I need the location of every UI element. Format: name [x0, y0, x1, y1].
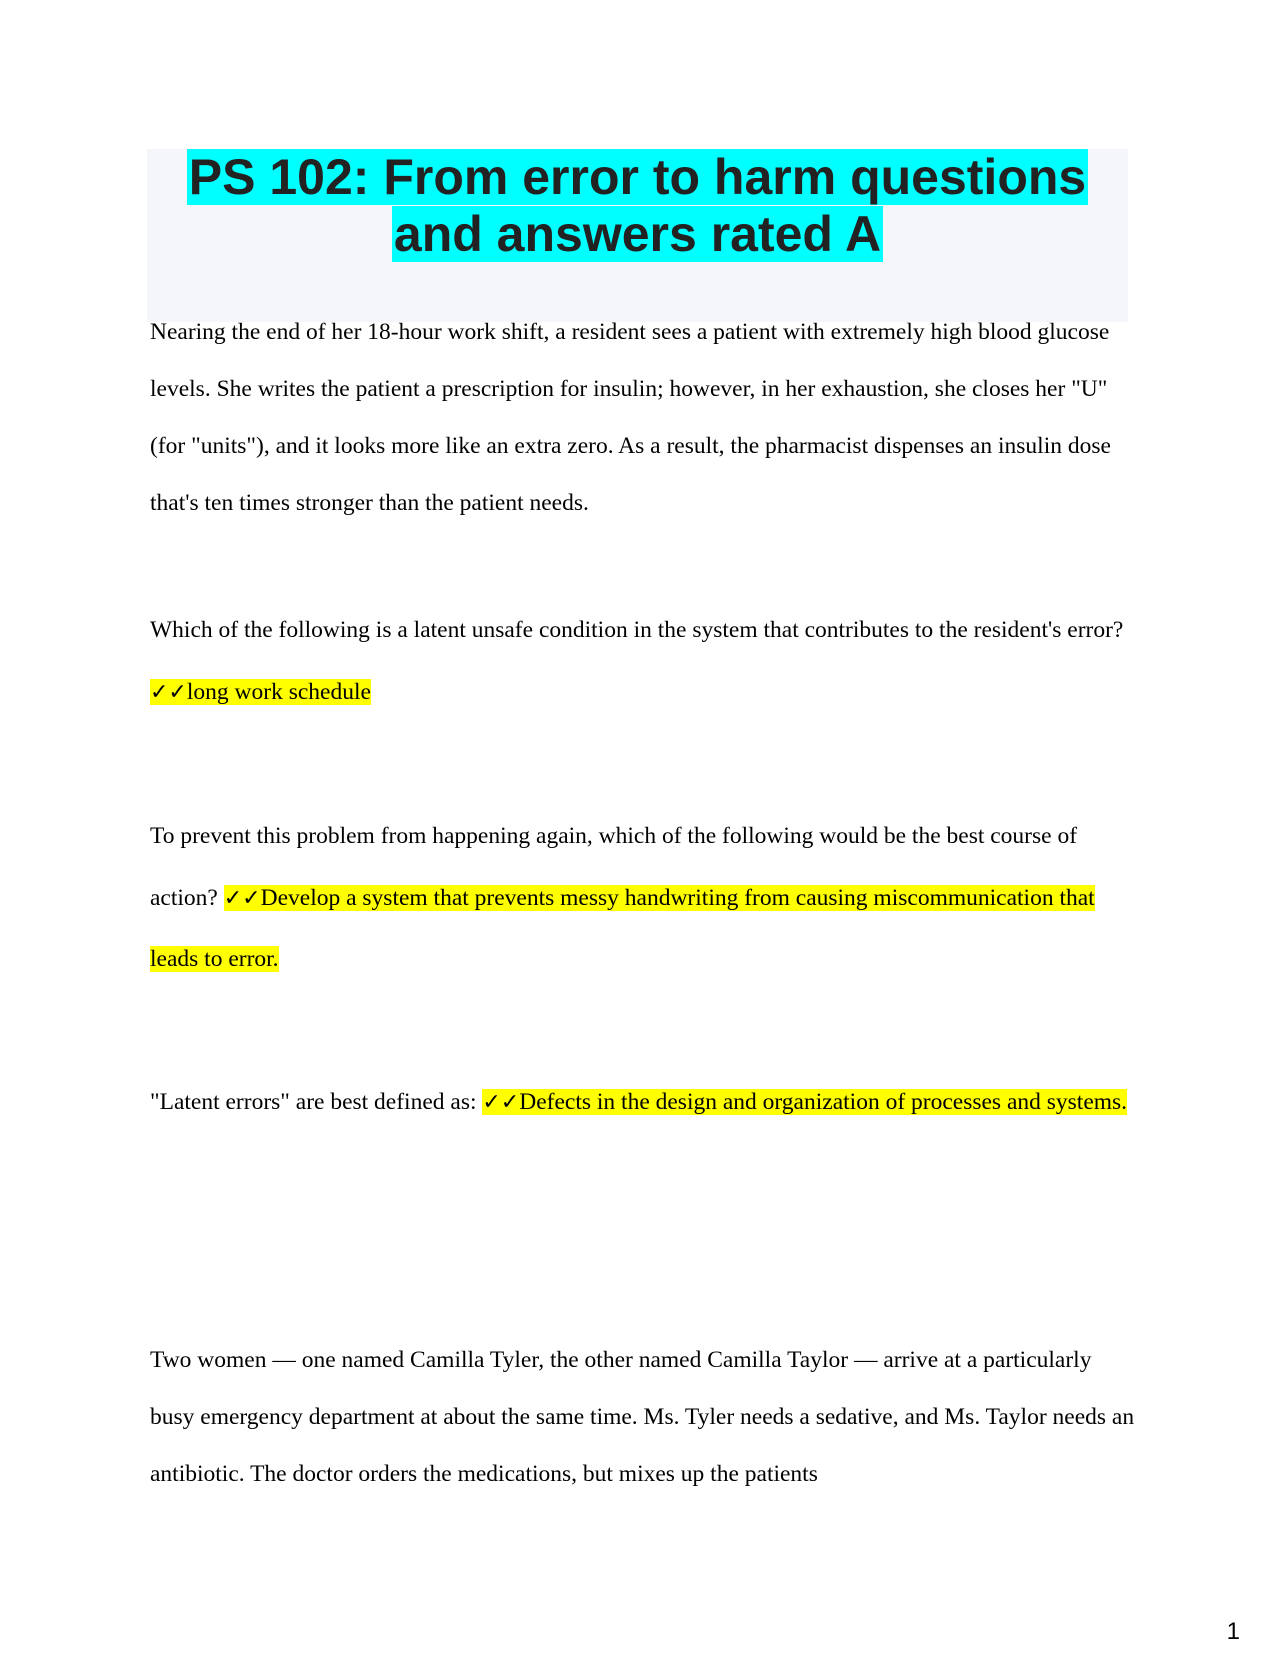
question-2-text: To prevent this problem from happening again, which of the following would be the best course of action? [150, 823, 1078, 911]
answer-2-text: Develop a system that prevents messy handwriting from causing miscommunication that leads to error. [150, 884, 1095, 972]
page-number: 1 [1226, 1618, 1240, 1645]
double-check-icon: ✓✓ [150, 679, 187, 705]
page-title [147, 149, 1128, 263]
question-2 [150, 806, 1135, 991]
double-check-icon: ✓✓ [223, 885, 261, 911]
question-3 [150, 1072, 1135, 1134]
double-check-icon: ✓✓ [482, 1090, 520, 1115]
scenario-paragraph-2: Two women — one named Camilla Tyler, the other named Camilla Taylor — arrive at a particularly busy emergency department at about the same time. Ms. Tyler needs a sedative, and Ms. Taylor needs an antibiotic. The doctor orders the medications, but mixes up the patients [150, 1347, 1135, 1487]
title-line-2: and answers rated A [393, 206, 882, 262]
question-3-text: "Latent errors" are best defined as: [150, 1089, 477, 1115]
answer-1-text: long work schedule [186, 678, 371, 705]
answer-3-text: Defects in the design and organization of processes and systems. [519, 1089, 1128, 1115]
answer-1-highlight [150, 679, 371, 705]
question-1 [150, 600, 1135, 723]
answer-2-highlight [150, 885, 1095, 973]
title-line-1: PS 102: From error to harm questions [188, 149, 1087, 205]
answer-3-highlight [482, 1089, 1127, 1115]
question-1-text: Which of the following is a latent unsafe condition in the system that contributes to the resident's error? [150, 617, 1124, 643]
scenario-paragraph-1: Nearing the end of her 18-hour work shift, a resident sees a patient with extremely high blood glucose levels. She writes the patient a prescription for insulin; however, in her exhaustion, she closes her "U" (for "units"), and it looks more like an extra zero. As a result, the pharmacist dispenses an insulin dose that's ten times stronger than the patient needs. [150, 319, 1111, 516]
